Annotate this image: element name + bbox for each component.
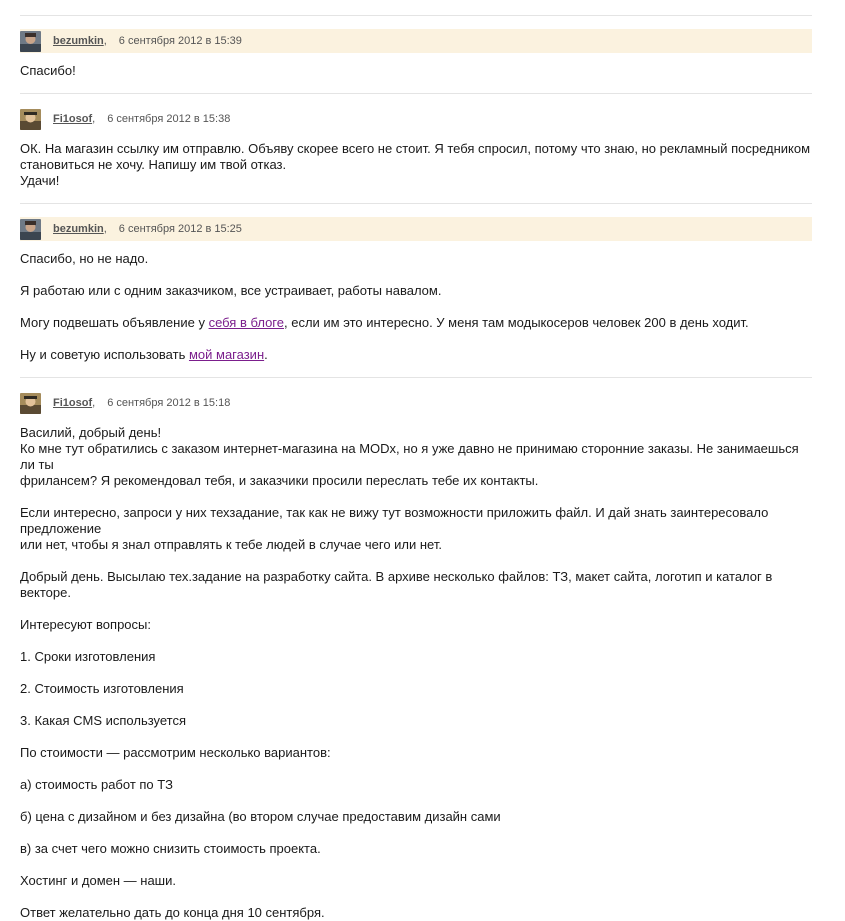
author-link[interactable]: bezumkin bbox=[53, 223, 104, 235]
blog-link[interactable]: себя в блоге bbox=[208, 315, 284, 330]
comment-body bbox=[20, 251, 812, 363]
comment-text: По стоимости — рассмотрим несколько вариантов: bbox=[20, 745, 331, 760]
list-item: 1. Сроки изготовления bbox=[20, 649, 156, 664]
text-fragment: Ну и советую использовать bbox=[20, 347, 189, 362]
author-link[interactable]: bezumkin bbox=[53, 35, 104, 47]
comment-text: Интересуют вопросы: bbox=[20, 617, 151, 632]
shop-link[interactable]: мой магазин bbox=[188, 347, 265, 362]
comment-body bbox=[20, 425, 812, 921]
author-link[interactable]: Fi1osof bbox=[53, 397, 93, 409]
text-fragment: , если им это интересно. У меня там модыкосеров человек 200 в день ходит. bbox=[284, 315, 749, 330]
author-link[interactable]: Fi1osof bbox=[53, 113, 93, 125]
comment-header bbox=[20, 391, 812, 415]
list-item: б) цена с дизайном и без дизайна (во втором случае предоставим дизайн сами bbox=[20, 809, 501, 824]
comment-text: ОК. На магазин ссылку им отправлю. Объяву скорее всего не стоит. Я тебя спросил, потому что знаю, но рекламный посредником bbox=[20, 141, 811, 156]
comment-text bbox=[20, 315, 812, 331]
comment-header bbox=[20, 29, 812, 53]
comment-text: Ко мне тут обратились с заказом интернет-магазина на MODx, но я уже давно не принимаю сторонние заказы. Не занимаешься ли ты bbox=[20, 441, 799, 472]
comment-thread bbox=[20, 0, 812, 921]
list-item: 3. Какая CMS используется bbox=[20, 713, 187, 728]
comment-text: фрилансем? Я рекомендовал тебя, и заказчики просили переслать тебе их контакты. bbox=[20, 473, 539, 488]
comment-date[interactable]: 6 сентября 2012 в 15:38 bbox=[107, 113, 231, 125]
list-item: в) за счет чего можно снизить стоимость проекта. bbox=[20, 841, 321, 856]
comment-text: Спасибо, но не надо. bbox=[20, 251, 149, 266]
avatar[interactable] bbox=[20, 219, 41, 240]
comment-text: или нет, чтобы я знал отправлять к тебе людей в случае чего или нет. bbox=[20, 537, 442, 552]
divider bbox=[20, 377, 812, 378]
comment-text: Я работаю или с одним заказчиком, все устраивает, работы навалом. bbox=[20, 283, 442, 298]
comment-text: Если интересно, запроси у них техзадание, так как не вижу тут возможности приложить файл. И дай знать заинтересовало предложение bbox=[20, 505, 769, 536]
comment-date[interactable]: 6 сентября 2012 в 15:39 bbox=[118, 35, 242, 47]
comment-body bbox=[20, 141, 812, 189]
comment-text: Добрый день. Высылаю тех.задание на разработку сайта. В архиве несколько файлов: ТЗ, макет сайта, логотип и каталог в векторе. bbox=[20, 569, 773, 600]
list-item: а) стоимость работ по ТЗ bbox=[20, 777, 173, 792]
avatar[interactable] bbox=[20, 109, 41, 130]
avatar[interactable] bbox=[20, 393, 41, 414]
comment-date[interactable]: 6 сентября 2012 в 15:25 bbox=[118, 223, 242, 235]
list-item: 2. Стоимость изготовления bbox=[20, 681, 184, 696]
text-fragment: . bbox=[264, 347, 268, 362]
separator: , bbox=[92, 397, 96, 409]
comment-text: Спасибо! bbox=[20, 63, 76, 78]
separator: , bbox=[103, 223, 107, 235]
comment-text bbox=[20, 347, 812, 363]
divider bbox=[20, 203, 812, 204]
comment-text: Ответ желательно дать до конца дня 10 сентября. bbox=[20, 905, 325, 920]
comment-text: становиться не хочу. Напишу им твой отказ. bbox=[20, 157, 287, 172]
separator: , bbox=[92, 113, 96, 125]
comment-text: Удачи! bbox=[20, 173, 60, 188]
divider bbox=[20, 15, 812, 16]
comment-text: Василий, добрый день! bbox=[20, 425, 162, 440]
comment-header bbox=[20, 107, 812, 131]
comment-date[interactable]: 6 сентября 2012 в 15:18 bbox=[107, 397, 231, 409]
text-fragment: Могу подвешать объявление у bbox=[20, 315, 209, 330]
comment-text: Хостинг и домен — наши. bbox=[20, 873, 176, 888]
comment-body bbox=[20, 63, 812, 79]
avatar[interactable] bbox=[20, 31, 41, 52]
separator: , bbox=[103, 35, 107, 47]
comment-header bbox=[20, 217, 812, 241]
divider bbox=[20, 93, 812, 94]
